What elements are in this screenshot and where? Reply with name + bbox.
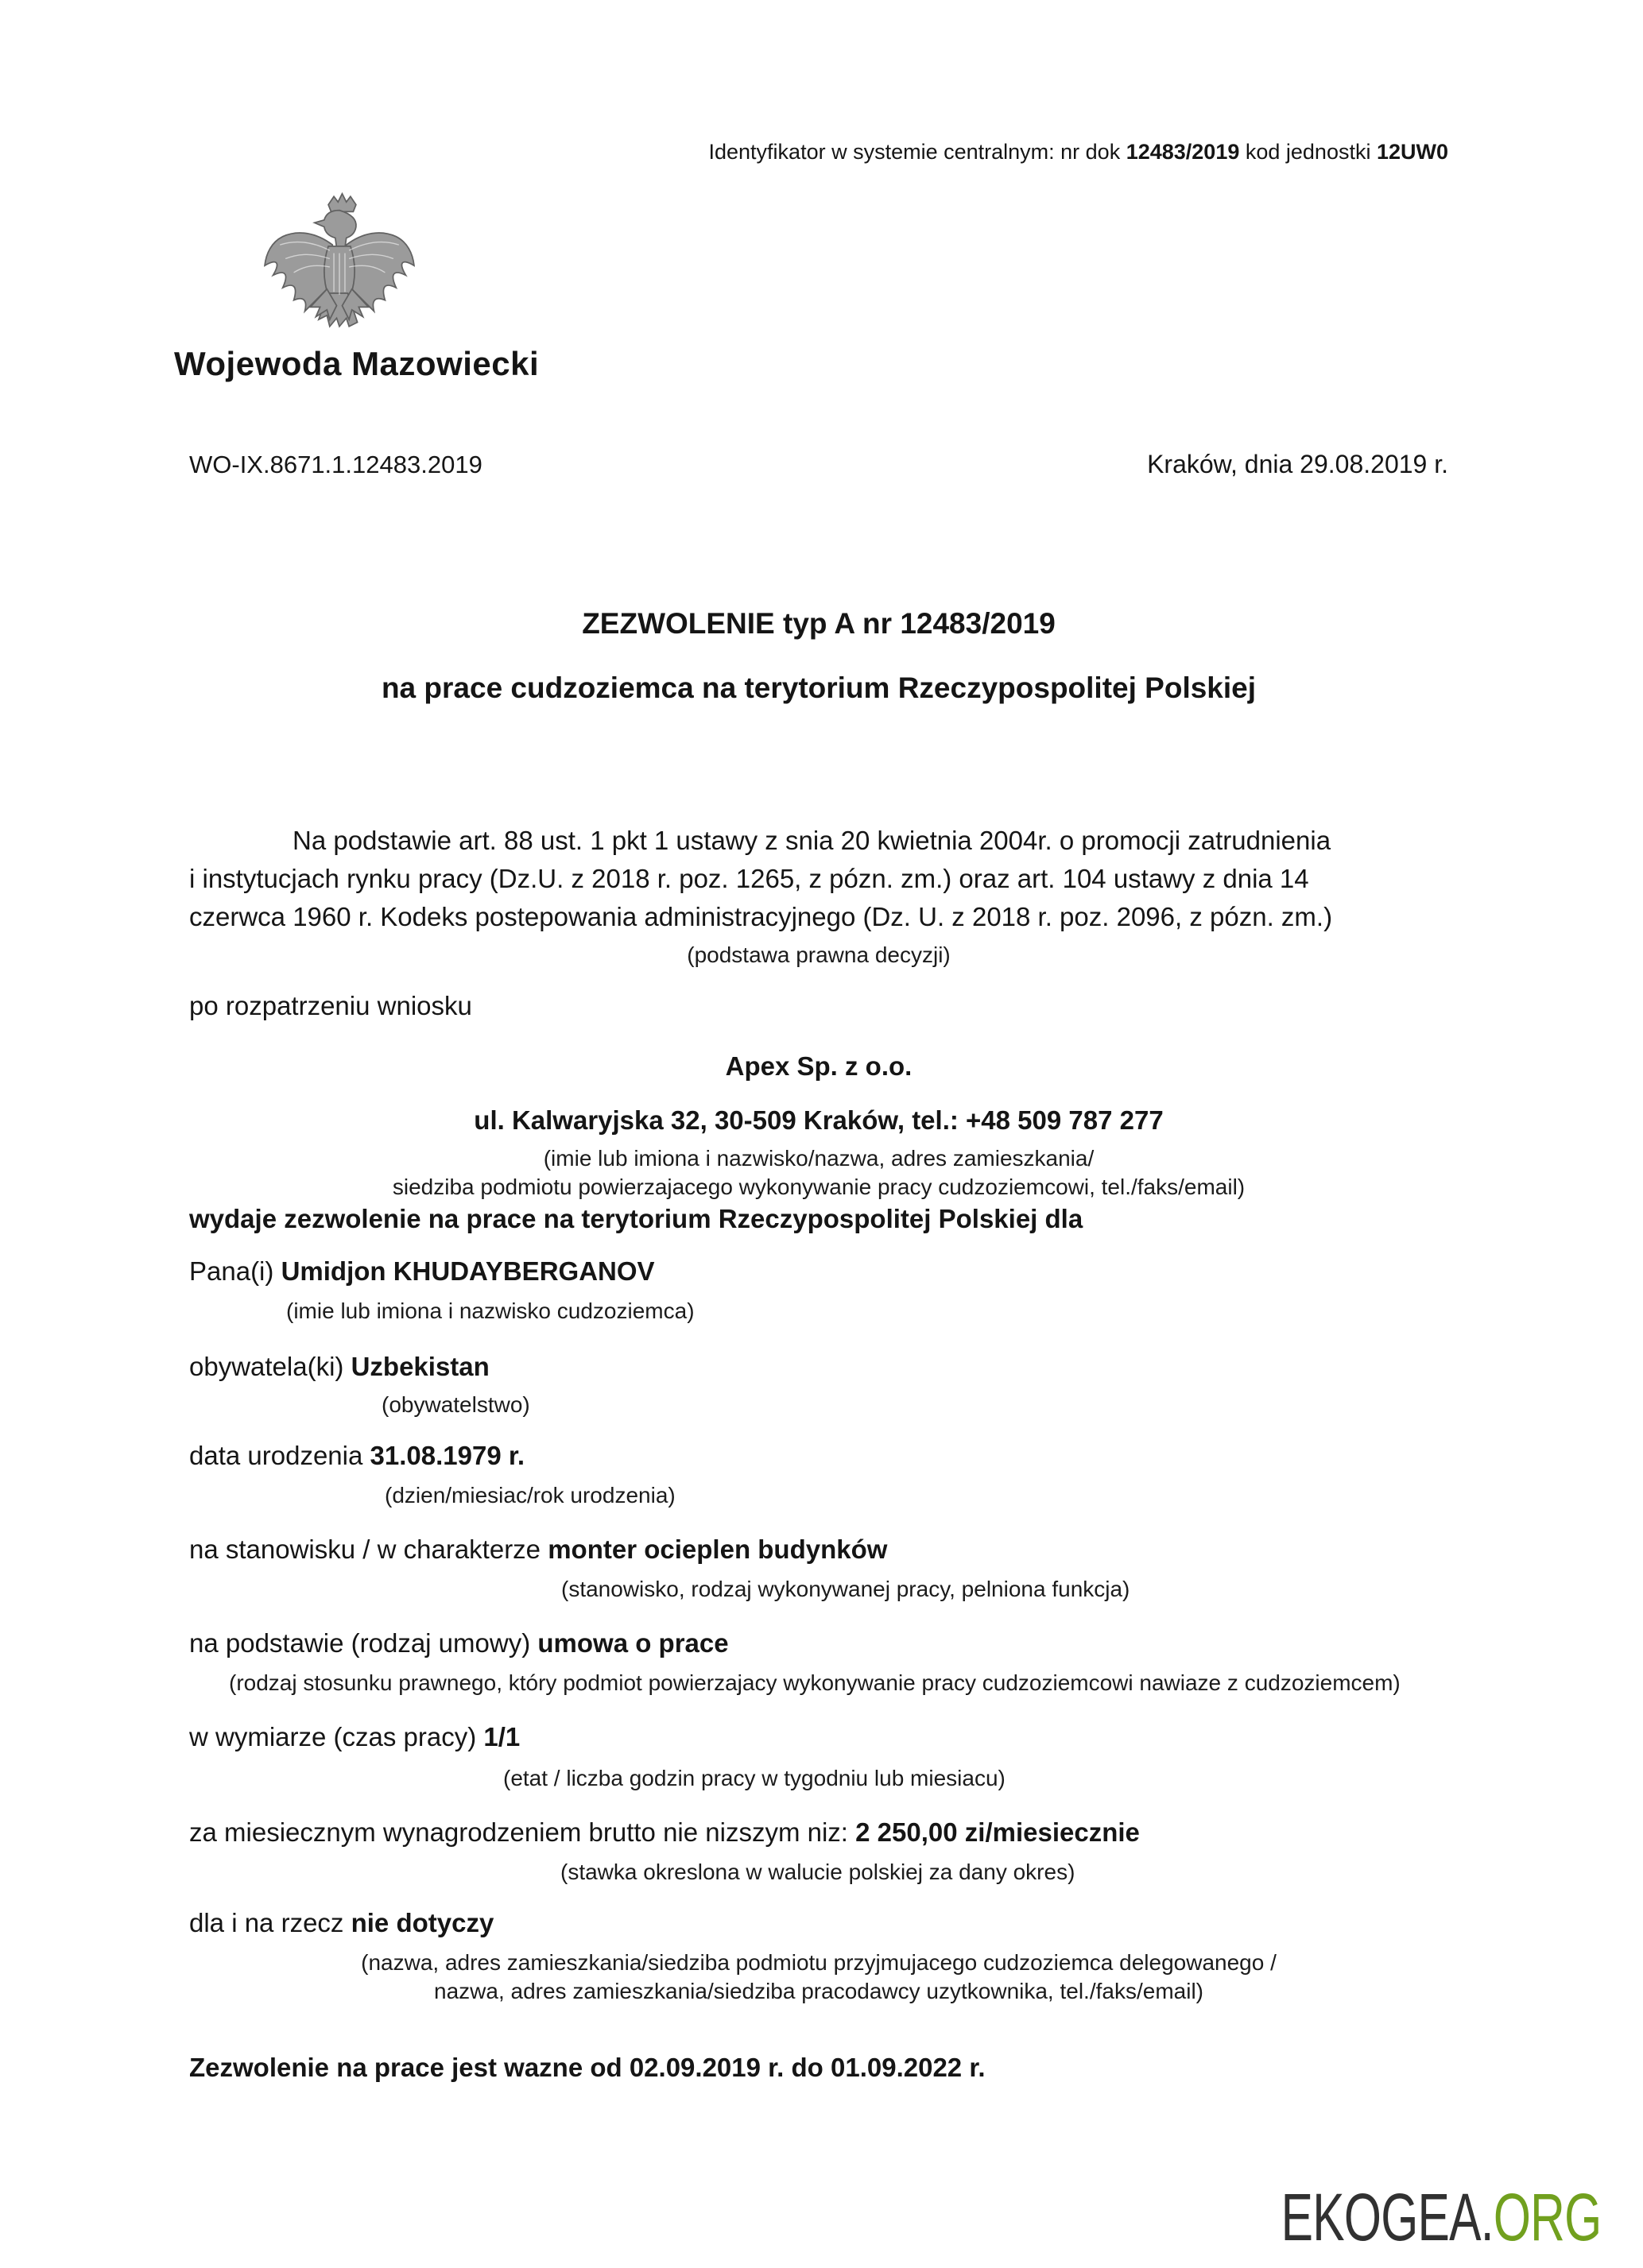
reference-row bbox=[189, 450, 1448, 479]
employer-caption bbox=[189, 1144, 1448, 1202]
identifier-unit-code: 12UW0 bbox=[1376, 140, 1448, 164]
polish-eagle-emblem-icon bbox=[263, 192, 416, 331]
employer-caption-line2: siedziba podmiotu powierzajacego wykonywanie pracy cudzoziemcowi, tel./faks/email) bbox=[392, 1175, 1246, 1199]
identifier-prefix: Identyfikator w systemie centralnym: nr dok bbox=[708, 140, 1126, 164]
field-row-citizenship bbox=[189, 1349, 1448, 1384]
field-row-on-behalf-of bbox=[189, 1906, 1448, 1941]
field-value: monter ocieplen budynków bbox=[548, 1535, 888, 1564]
field-value: umowa o prace bbox=[537, 1628, 729, 1658]
document-title-line2: na prace cudzoziemca na terytorium Rzeczypospolitej Polskiej bbox=[381, 671, 1257, 704]
field-label: dla i na rzecz bbox=[189, 1908, 351, 1937]
employer-address: ul. Kalwaryjska 32, 30-509 Kraków, tel.: +48 509 787 277 bbox=[474, 1105, 1164, 1135]
employer-name: Apex Sp. z o.o. bbox=[725, 1051, 913, 1081]
watermark-green-part: ORG bbox=[1493, 2180, 1601, 2254]
field-caption-line1: (nazwa, adres zamieszkania/siedziba podmiotu przyjmujacego cudzoziemca delegowanego / bbox=[361, 1950, 1277, 1975]
field-label: za miesiecznym wynagrodzeniem brutto nie nizszym niz: bbox=[189, 1817, 856, 1847]
validity-statement: Zezwolenie na prace jest wazne od 02.09.2019 r. do 01.09.2022 r. bbox=[189, 2053, 986, 2082]
reference-number: WO-IX.8671.1.12483.2019 bbox=[189, 451, 482, 478]
central-system-identifier bbox=[189, 140, 1448, 164]
field-caption-line2: nazwa, adres zamieszkania/siedziba pracodawcy uzytkownika, tel./faks/email) bbox=[434, 1979, 1203, 2003]
field-label: Pana(i) bbox=[189, 1256, 281, 1286]
field-row-contract-type bbox=[189, 1626, 1448, 1661]
field-caption-salary: (stawka okreslona w walucie polskiej za dany okres) bbox=[560, 1860, 1075, 1884]
legal-basis-line3: czerwca 1960 r. Kodeks postepowania administracyjnego (Dz. U. z 2018 r. poz. 2096, z pózn. zm.) bbox=[189, 902, 1333, 931]
legal-basis-line1: Na podstawie art. 88 ust. 1 pkt 1 ustawy z snia 20 kwietnia 2004r. o promocji zatrudnienia bbox=[293, 826, 1331, 855]
field-row-salary bbox=[189, 1815, 1448, 1850]
field-label: data urodzenia bbox=[189, 1441, 370, 1470]
field-label: na podstawie (rodzaj umowy) bbox=[189, 1628, 538, 1658]
field-caption-on-behalf-of bbox=[189, 1949, 1448, 2006]
field-label: na stanowisku / w charakterze bbox=[189, 1535, 548, 1564]
field-caption-contract-type: (rodzaj stosunku prawnego, który podmiot powierzajacy wykonywanie pracy cudzoziemcowi nawiaze z cudzoziemcem) bbox=[229, 1670, 1401, 1695]
application-intro: po rozpatrzeniu wniosku bbox=[189, 991, 472, 1020]
field-row-position bbox=[189, 1532, 1448, 1567]
field-value: nie dotyczy bbox=[351, 1908, 494, 1937]
grant-statement: wydaje zezwolenie na prace na terytorium Rzeczypospolitej Polskiej dla bbox=[189, 1204, 1083, 1233]
identifier-middle: kod jednostki bbox=[1239, 140, 1377, 164]
field-caption-position: (stanowisko, rodzaj wykonywanej pracy, pelniona funkcja) bbox=[561, 1577, 1130, 1601]
ekogea-watermark bbox=[1281, 2179, 1601, 2256]
legal-basis-line2: i instytucjach rynku pracy (Dz.U. z 2018 r. poz. 1265, z pózn. zm.) oraz art. 104 ustawy z dnia 14 bbox=[189, 864, 1309, 893]
field-row-working-time bbox=[189, 1720, 1448, 1755]
employer-caption-line1: (imie lub imiona i nazwisko/nazwa, adres zamieszkania/ bbox=[543, 1146, 1095, 1171]
watermark-dark-part: EKOGEA. bbox=[1281, 2180, 1494, 2254]
field-value: 2 250,00 zi/miesiecznie bbox=[855, 1817, 1140, 1847]
field-caption-foreigner-name: (imie lub imiona i nazwisko cudzoziemca) bbox=[286, 1298, 695, 1323]
field-row-foreigner-name bbox=[189, 1254, 1448, 1289]
field-caption-working-time: (etat / liczba godzin pracy w tygodniu lub miesiacu) bbox=[503, 1766, 1006, 1790]
field-caption-citizenship: (obywatelstwo) bbox=[382, 1392, 530, 1417]
place-and-date: Kraków, dnia 29.08.2019 r. bbox=[1147, 450, 1448, 478]
field-label: obywatela(ki) bbox=[189, 1352, 351, 1381]
legal-basis-caption: (podstawa prawna decyzji) bbox=[687, 942, 951, 967]
field-value: 1/1 bbox=[483, 1722, 521, 1751]
identifier-doc-number: 12483/2019 bbox=[1126, 140, 1240, 164]
legal-basis-paragraph bbox=[189, 822, 1448, 936]
field-value: Uzbekistan bbox=[351, 1352, 490, 1381]
field-value: Umidjon KHUDAYBERGANOV bbox=[281, 1256, 655, 1286]
field-value: 31.08.1979 r. bbox=[370, 1441, 525, 1470]
field-row-birth-date bbox=[189, 1438, 1448, 1473]
field-caption-birth-date: (dzien/miesiac/rok urodzenia) bbox=[385, 1483, 676, 1507]
field-label: w wymiarze (czas pracy) bbox=[189, 1722, 484, 1751]
document-title-line1: ZEZWOLENIE typ A nr 12483/2019 bbox=[582, 607, 1056, 640]
authority-name: Wojewoda Mazowiecki bbox=[174, 345, 540, 382]
